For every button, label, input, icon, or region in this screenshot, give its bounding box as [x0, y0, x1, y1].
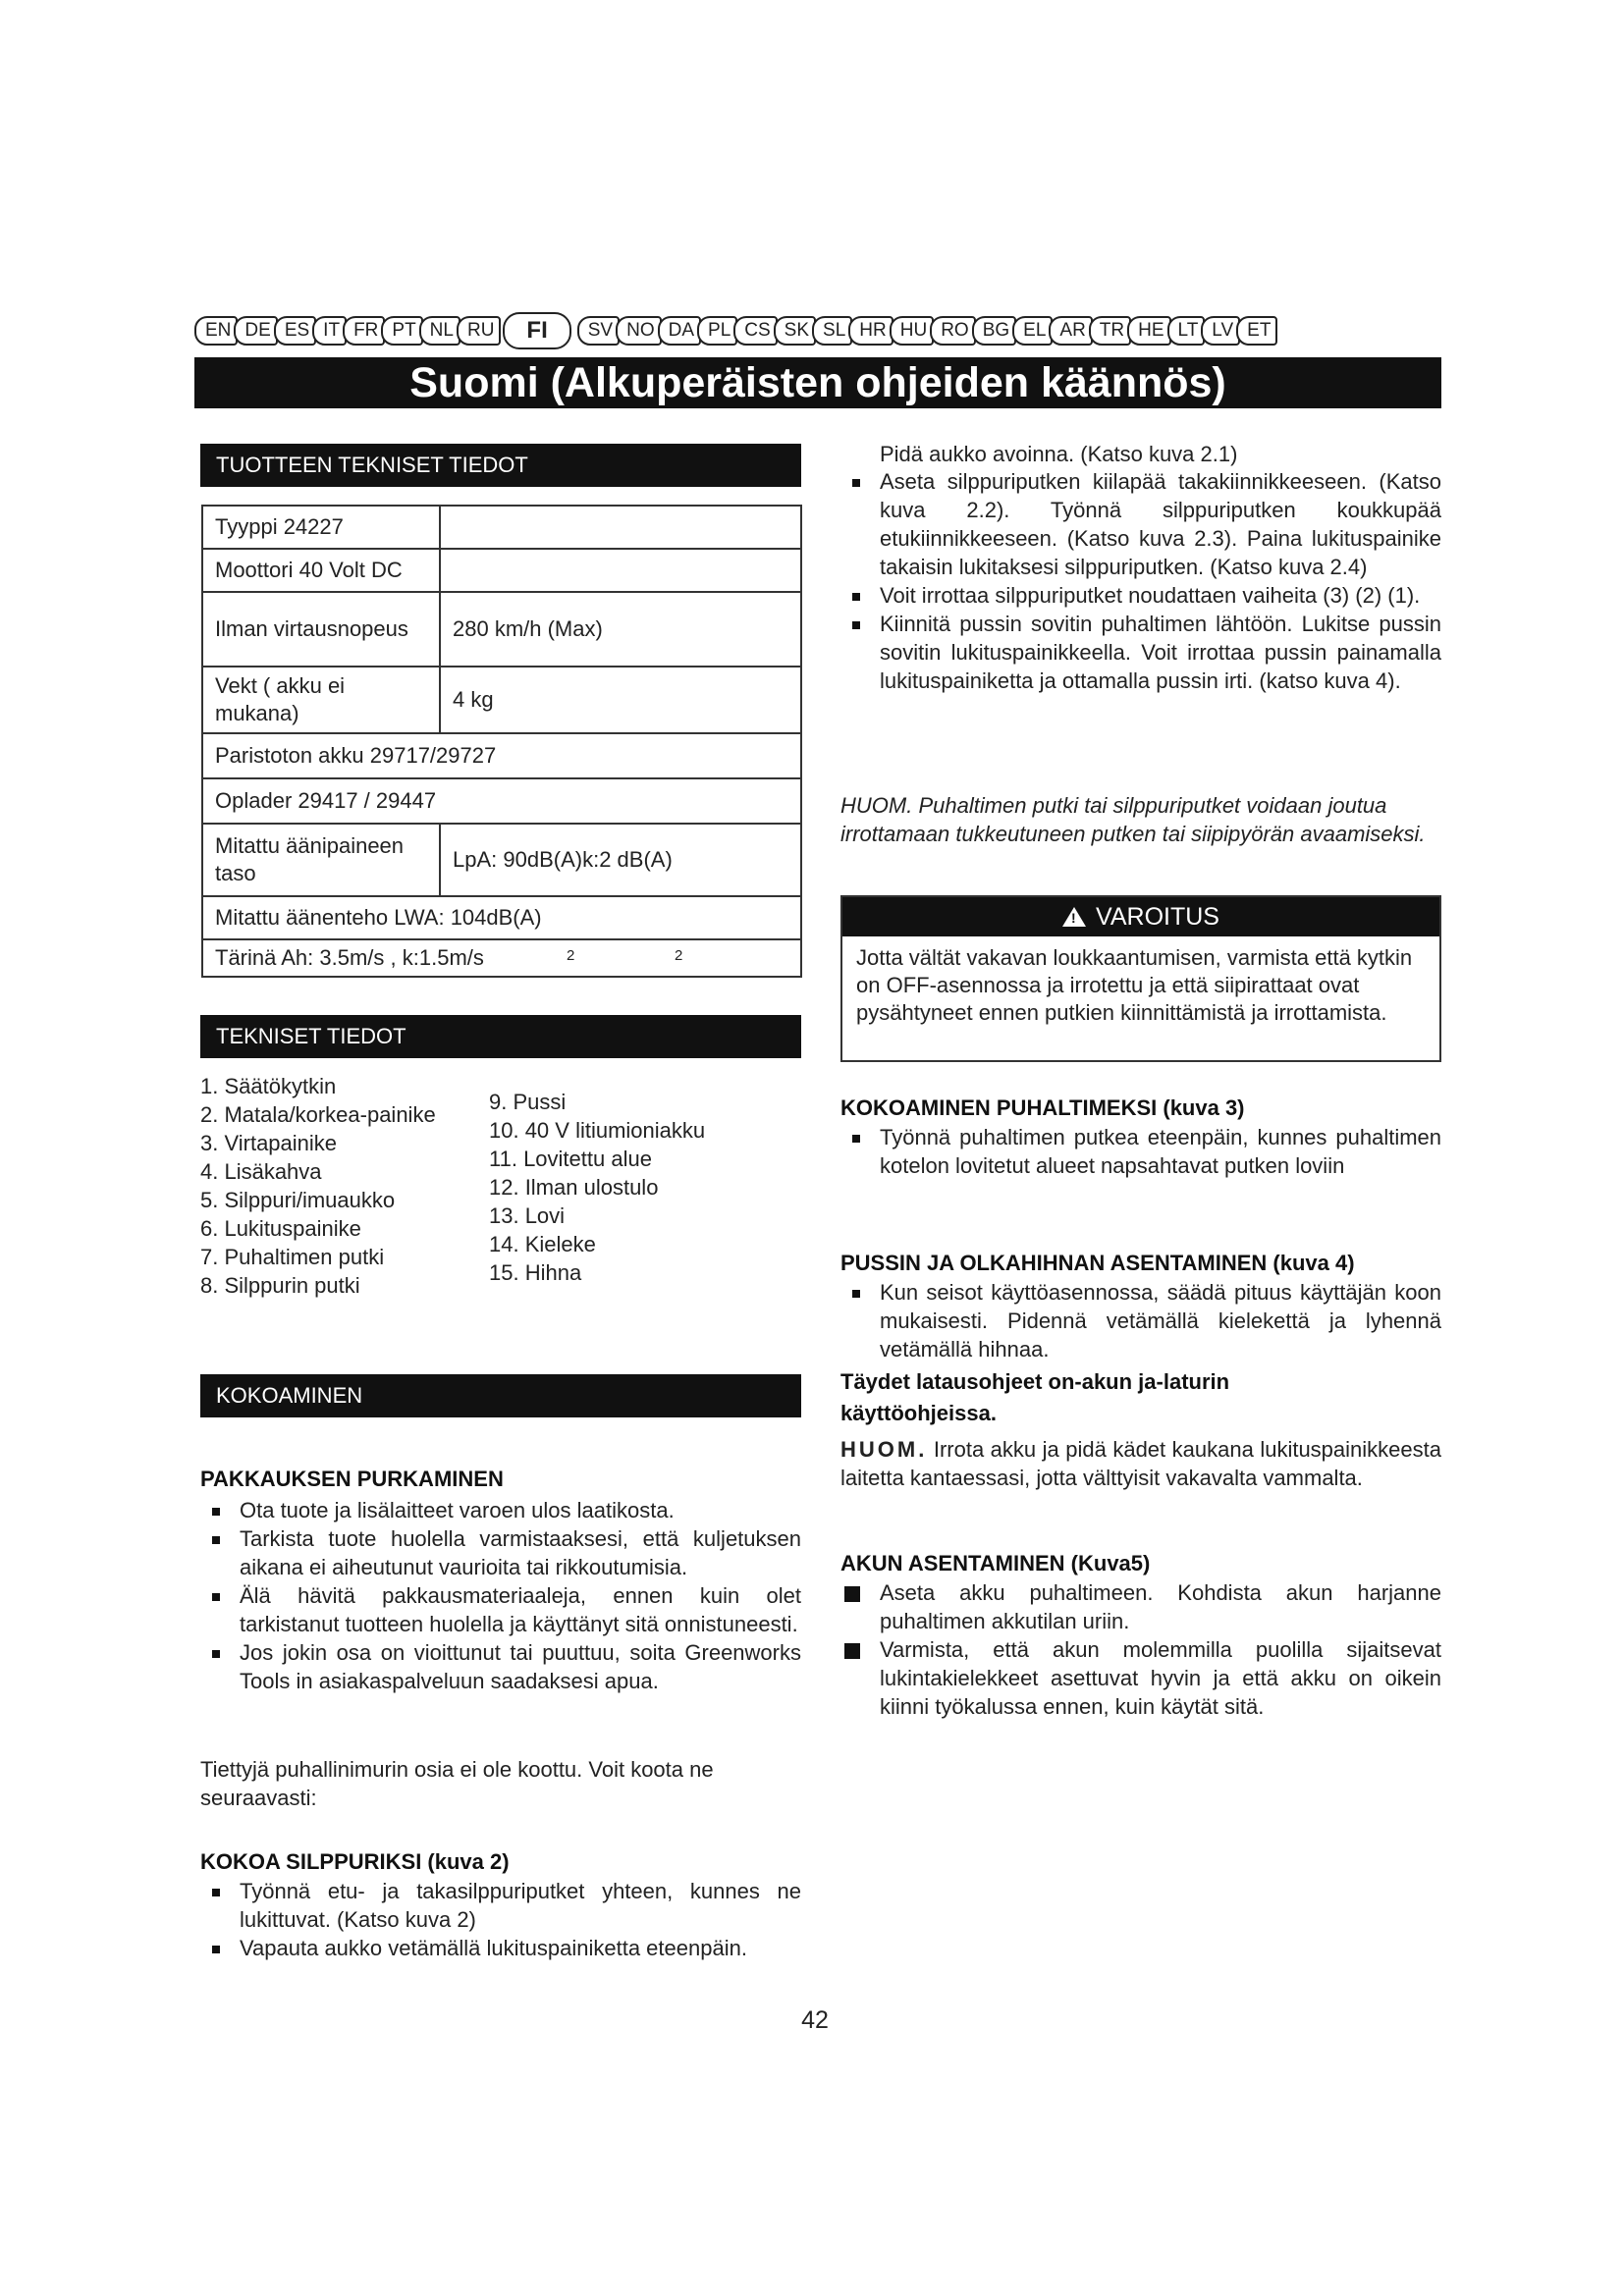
blower-heading: KOKOAMINEN PUHALTIMEKSI (kuva 3) — [840, 1095, 1245, 1120]
warning-header — [842, 897, 1439, 936]
lang-tab-no[interactable]: NO — [616, 316, 662, 346]
continued-text: Pidä aukko avoinna. (Katso kuva 2.1) — [880, 442, 1238, 466]
lang-tab-bg[interactable]: BG — [972, 316, 1016, 346]
blower-list — [840, 1123, 1441, 1180]
list-item: 13. Lovi — [489, 1203, 566, 1228]
lang-tab-de[interactable]: DE — [234, 316, 277, 346]
huom-note: HUOM. Puhaltimen putki tai silppuriputket voidaan joutua irrottamaan tukkeutuneen putken tai siipipyörän avaamiseksi. — [840, 793, 1426, 846]
list-item: Aseta silppuriputken kiilapää takakiinnikkeeseen. (Katso kuva 2.2). Työnnä silppuriputken koukkupää etukiinnikkeeseen. (Katso kuva 2.3). Paina lukituspainike takaisin lukitaksesi silppuriputken. (Katso kuva 2.4) — [840, 467, 1441, 581]
list-item: 11. Lovitettu alue — [489, 1147, 652, 1171]
table-row — [202, 549, 801, 592]
list-item: 8. Silppurin putki — [200, 1273, 360, 1298]
warning-icon — [1062, 907, 1086, 927]
list-item: Työnnä etu- ja takasilppuriputket yhteen, kunnes ne lukittuvat. (Katso kuva 2) — [200, 1877, 801, 1934]
assembly-heading: KOKOAMINEN — [200, 1374, 801, 1417]
list-item: 4. Lisäkahva — [200, 1159, 322, 1184]
shredder-heading: KOKOA SILPPURIKSI (kuva 2) — [200, 1849, 510, 1874]
page-number: 42 — [801, 2006, 829, 2034]
table-row — [202, 592, 801, 667]
lang-tab-hr[interactable]: HR — [848, 316, 893, 346]
lang-tab-el[interactable]: EL — [1012, 316, 1053, 346]
bag-list — [840, 1278, 1441, 1363]
lang-tab-pl[interactable]: PL — [697, 316, 737, 346]
lang-tab-ro[interactable]: RO — [930, 316, 976, 346]
spec-label: Vekt ( akku ei mukana) — [202, 667, 440, 733]
huom-label: HUOM. — [840, 1437, 928, 1462]
list-item: Varmista, että akun molemmilla puolilla sijaitsevat lukintakielekkeet asettuvat hyvin ja että akku on oikein kiinni työkalussa ennen, kuin käytät sitä. — [840, 1635, 1441, 1721]
unpacking-list — [200, 1496, 801, 1695]
lang-tab-fi-active[interactable]: FI — [503, 312, 570, 349]
lang-tab-pt[interactable]: PT — [381, 316, 422, 346]
unpacking-heading: PAKKAUKSEN PURKAMINEN — [200, 1467, 504, 1491]
lang-tab-tr[interactable]: TR — [1089, 316, 1131, 346]
tech-specs-table — [201, 505, 802, 978]
table-row — [202, 733, 801, 778]
spec-value — [440, 549, 801, 592]
battery-heading: AKUN ASENTAMINEN (Kuva5) — [840, 1551, 1151, 1575]
list-item: Työnnä puhaltimen putkea eteenpäin, kunnes puhaltimen kotelon lovitetut alueet napsahtavat putken loviin — [840, 1123, 1441, 1180]
charging-note: Täydet latausohjeet on-akun ja-laturin käyttöohjeissa. — [840, 1369, 1230, 1425]
table-row — [202, 939, 801, 977]
list-item: Ota tuote ja lisälaitteet varoen ulos laatikosta. — [200, 1496, 801, 1524]
list-item: 6. Lukituspainike — [200, 1216, 361, 1241]
spec-label: Mitattu äänenteho LWA: 104dB(A) — [202, 896, 801, 939]
lang-tab-et[interactable]: ET — [1236, 316, 1277, 346]
list-item: 5. Silppuri/imuaukko — [200, 1188, 396, 1212]
page-title: Suomi (Alkuperäisten ohjeiden käännös) — [194, 357, 1441, 408]
list-item: Tarkista tuote huolella varmistaaksesi, että kuljetuksen aikana ei aiheutunut vaurioita tai rikkoutumisia. — [200, 1524, 801, 1581]
superscript: 2 — [567, 947, 575, 964]
lang-tab-en[interactable]: EN — [194, 316, 238, 346]
parts-list-left — [200, 1072, 485, 1300]
spec-label: Oplader 29417 / 29447 — [202, 778, 801, 824]
table-row — [202, 506, 801, 549]
spec-label: Mitattu äänipaineen taso — [202, 824, 440, 896]
list-item: 15. Hihna — [489, 1260, 582, 1285]
spec-label: Paristoton akku 29717/29727 — [202, 733, 801, 778]
language-tabs — [194, 312, 1441, 349]
table-row — [202, 896, 801, 939]
battery-list — [840, 1578, 1441, 1721]
lang-tab-lv[interactable]: LV — [1201, 316, 1240, 346]
warning-text: Jotta vältät vakavan loukkaantumisen, varmista että kytkin on OFF-asennossa ja irrotettu ja että siipirattaat ovat pysähtyneet ennen putkien kiinnittämistä ja irrottamista. — [856, 945, 1413, 1025]
list-item: 9. Pussi — [489, 1090, 567, 1114]
spec-label: Ilman virtausnopeus — [202, 592, 440, 667]
spec-value — [440, 506, 801, 549]
lang-tab-lt[interactable]: LT — [1167, 316, 1206, 346]
vibration-cell — [202, 939, 801, 977]
spec-label: Tärinä Ah: 3.5m/s , k:1.5m/s — [215, 945, 484, 970]
warning-box — [840, 895, 1441, 1062]
lang-tab-ar[interactable]: AR — [1049, 316, 1092, 346]
lang-tab-nl[interactable]: NL — [419, 316, 460, 346]
list-item: 10. 40 V litiumioniakku — [489, 1118, 706, 1143]
spec-label: Moottori 40 Volt DC — [202, 549, 440, 592]
list-item: Älä hävitä pakkausmateriaaleja, ennen kuin olet tarkistanut tuotteen huolella ja käyttänyt sitä onnistuneesti. — [200, 1581, 801, 1638]
list-item: Vapauta aukko vetämällä lukituspainiketta eteenpäin. — [200, 1934, 801, 1962]
list-item: 1. Säätökytkin — [200, 1074, 337, 1098]
list-item: 14. Kieleke — [489, 1232, 596, 1256]
lang-tab-he[interactable]: HE — [1127, 316, 1170, 346]
table-row — [202, 824, 801, 896]
lang-tab-hu[interactable]: HU — [890, 316, 934, 346]
list-item: Aseta akku puhaltimeen. Kohdista akun harjanne puhaltimen akkutilan uriin. — [840, 1578, 1441, 1635]
table-row — [202, 667, 801, 733]
list-item: 7. Puhaltimen putki — [200, 1245, 385, 1269]
lang-tab-cs[interactable]: CS — [733, 316, 777, 346]
list-item: 3. Virtapainike — [200, 1131, 338, 1155]
huom-text: Irrota akku ja pidä kädet kaukana lukituspainikkeesta laitetta kantaessasi, jotta välttyisit vakavalta vammalta. — [840, 1437, 1441, 1490]
bag-heading: PUSSIN JA OLKAHIHNAN ASENTAMINEN (kuva 4) — [840, 1251, 1355, 1275]
lang-tab-ru[interactable]: RU — [457, 316, 501, 346]
lang-tab-it[interactable]: IT — [312, 316, 347, 346]
spec-value: 4 kg — [440, 667, 801, 733]
table-row — [202, 778, 801, 824]
parts-heading: TEKNISET TIEDOT — [200, 1015, 801, 1058]
list-item: Kiinnitä pussin sovitin puhaltimen lähtöön. Lukitse pussin sovitin lukituspainikkeella. Voit irrottaa pussin painamalla lukituspainiketta ja ottamalla pussin irti. (katso kuva 4). — [840, 610, 1441, 695]
lang-tab-sl[interactable]: SL — [812, 316, 852, 346]
list-item: 12. Ilman ulostulo — [489, 1175, 659, 1200]
spec-value: 280 km/h (Max) — [440, 592, 801, 667]
lang-tab-es[interactable]: ES — [274, 316, 316, 346]
lang-tab-sk[interactable]: SK — [774, 316, 816, 346]
unpacking-note: Tiettyjä puhallinimurin osia ei ole koottu. Voit koota ne seuraavasti: — [200, 1757, 714, 1810]
lang-tab-da[interactable]: DA — [658, 316, 701, 346]
tech-specs-heading: TUOTTEEN TEKNISET TIEDOT — [200, 444, 801, 487]
shredder-list — [200, 1877, 801, 1962]
list-item: Kun seisot käyttöasennossa, säädä pituus käyttäjän koon mukaisesti. Pidennä vetämällä kielekettä ja lyhennä vetämällä hihnaa. — [840, 1278, 1441, 1363]
shredder-steps-list — [840, 467, 1441, 695]
spec-label: Tyyppi 24227 — [202, 506, 440, 549]
huom-paragraph — [840, 1435, 1441, 1492]
list-item: 2. Matala/korkea-painike — [200, 1102, 436, 1127]
spec-value: LpA: 90dB(A)k:2 dB(A) — [440, 824, 801, 896]
list-item: Jos jokin osa on vioittunut tai puuttuu, soita Greenworks Tools in asiakaspalveluun saadaksesi apua. — [200, 1638, 801, 1695]
superscript: 2 — [675, 947, 683, 964]
lang-tab-fr[interactable]: FR — [343, 316, 385, 346]
warning-heading: VAROITUS — [1096, 903, 1219, 931]
parts-list-right — [489, 1088, 784, 1287]
list-item: Voit irrottaa silppuriputket noudattaen vaiheita (3) (2) (1). — [840, 581, 1441, 610]
lang-tab-sv[interactable]: SV — [577, 316, 620, 346]
